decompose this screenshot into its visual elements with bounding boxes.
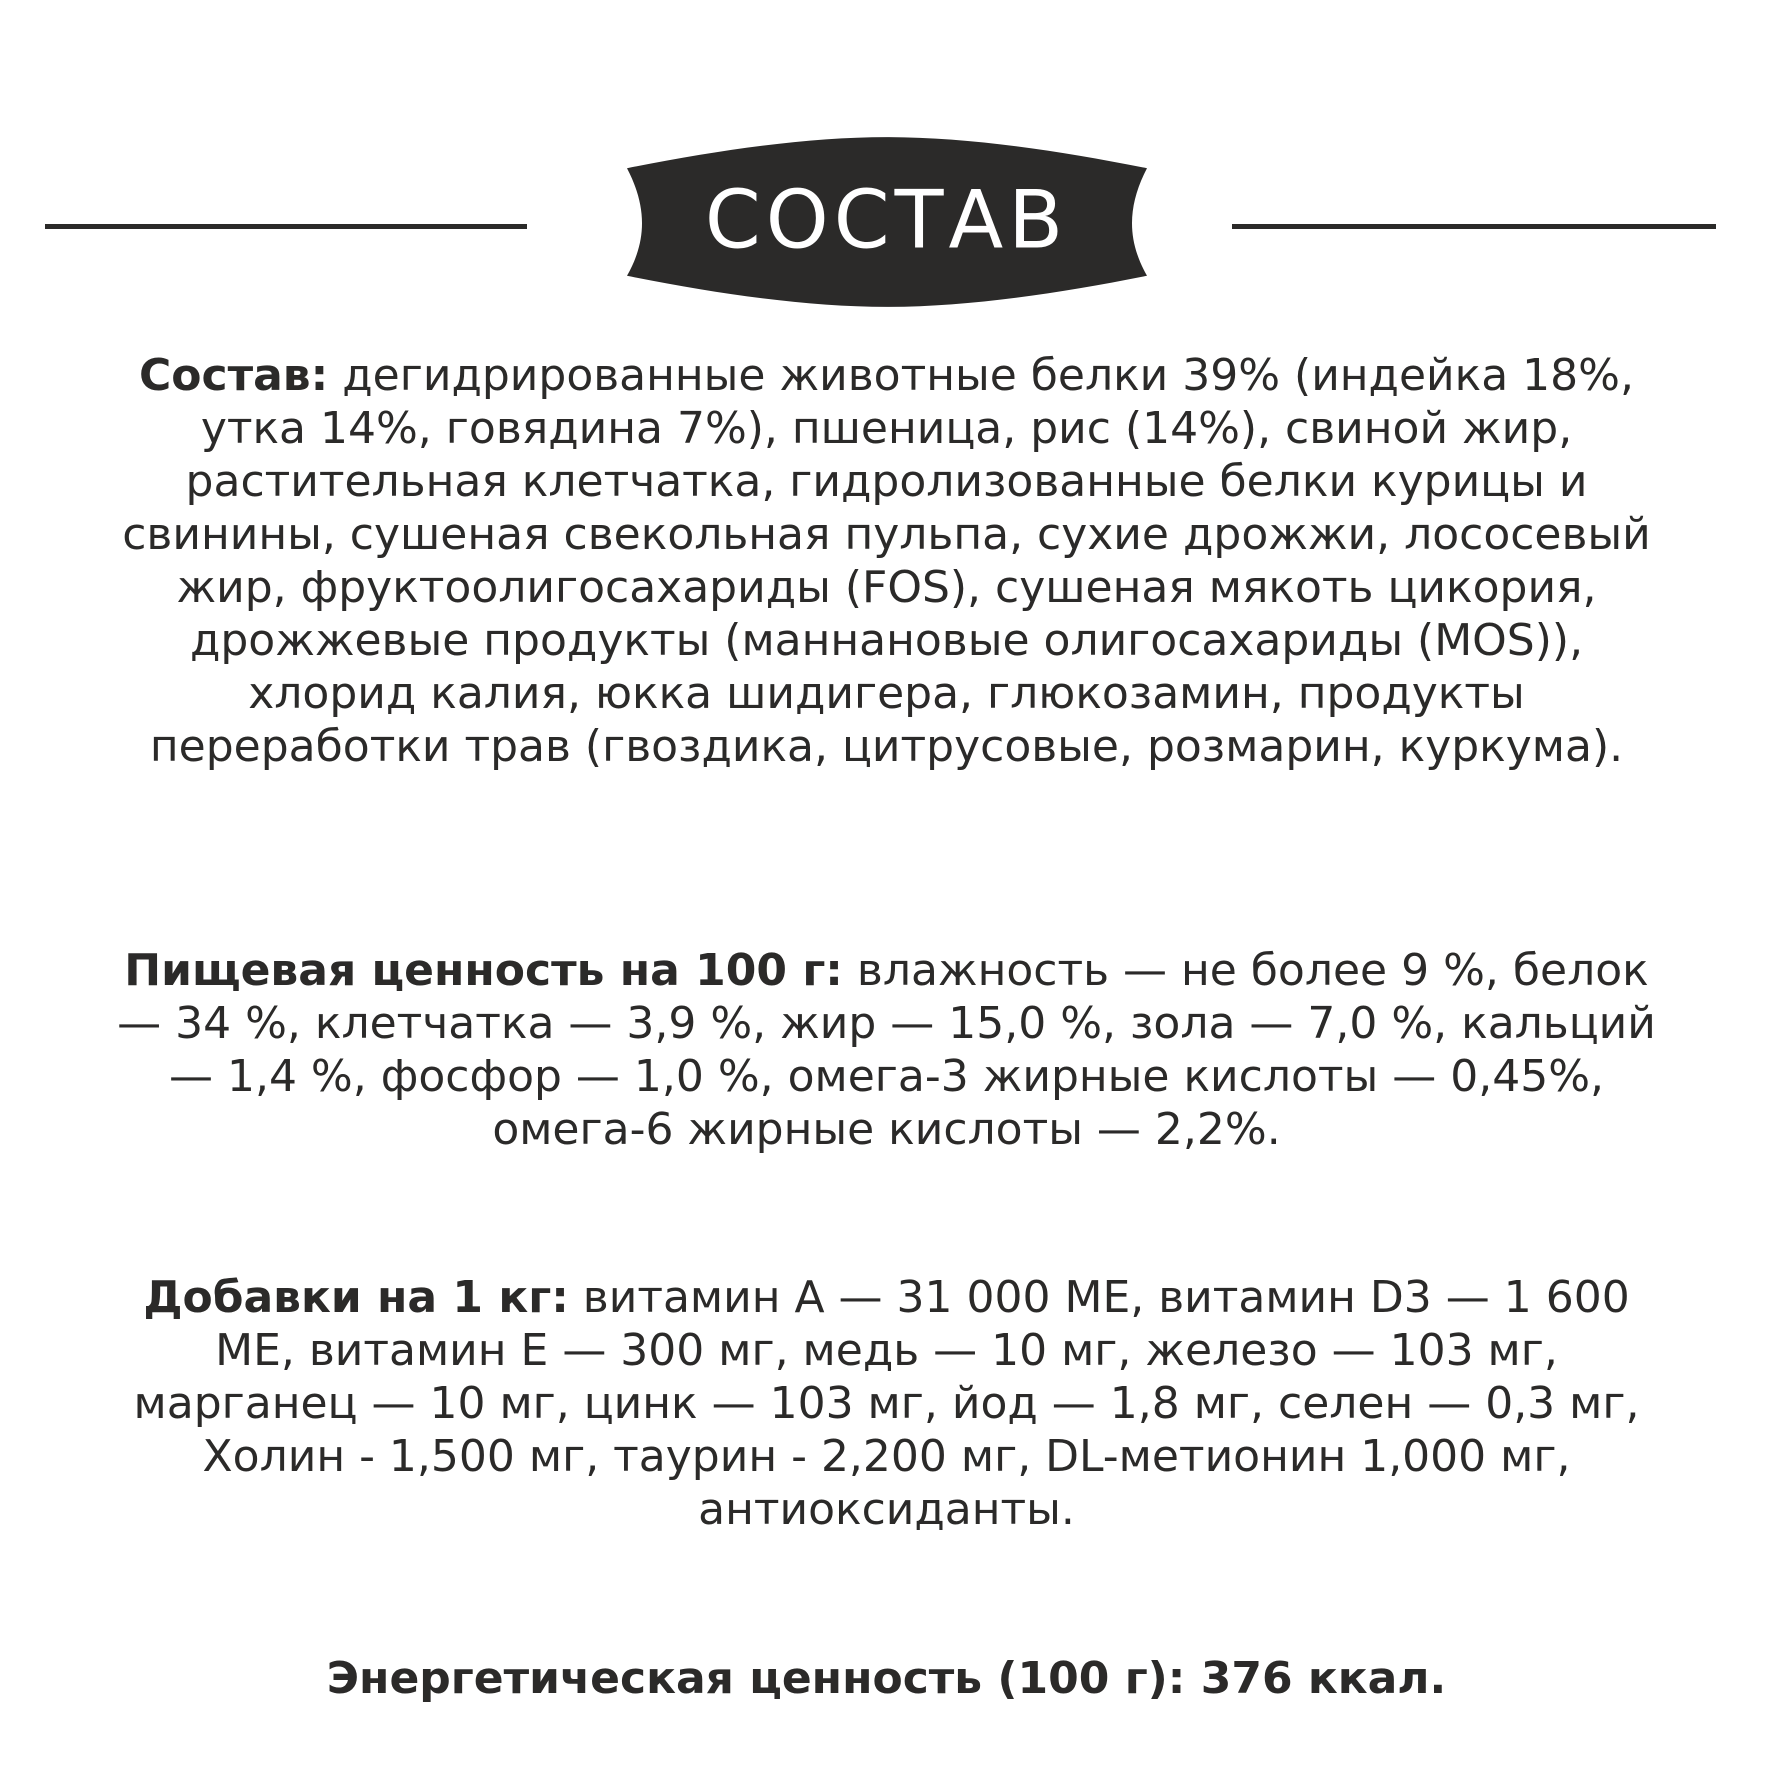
nutrition-label: Пищевая ценность на 100 г: [124,945,843,996]
text-line: жир, фруктоолигосахариды (FOS), сушеная мякоть цикория, [176,562,1597,613]
composition-label: Состав: [139,350,329,401]
composition-line-0: дегидрированные животные белки 39% (индейка 18%, [342,350,1634,401]
text-line: Холин - 1,500 мг, таурин - 2,200 мг, DL-метионин 1,000 мг, [202,1431,1571,1482]
additives-paragraph [0,1271,1773,1536]
text-line: — 34 %, клетчатка — 3,9 %, жир — 15,0 %, зола — 7,0 %, кальций [117,998,1656,1049]
left-divider-line [45,224,527,229]
text-line: марганец — 10 мг, цинк — 103 мг, йод — 1,8 мг, селен — 0,3 мг, [133,1378,1640,1429]
text-line: хлорид калия, юкка шидигера, глюкозамин, продукты [248,668,1525,719]
text-line: дрожжевые продукты (маннановые олигосахариды (MOS)), [189,615,1584,666]
text-line: свинины, сушеная свекольная пульпа, сухие дрожжи, лососевый [122,509,1651,560]
additives-label: Добавки на 1 кг: [143,1272,569,1323]
composition-badge [597,124,1177,320]
composition-paragraph [0,349,1773,773]
right-divider-line [1232,224,1716,229]
text-line: МЕ, витамин Е — 300 мг, медь — 10 мг, железо — 103 мг, [215,1325,1558,1376]
energy-paragraph [0,1652,1773,1705]
nutrition-paragraph [0,944,1773,1156]
text-line: растительная клетчатка, гидролизованные белки курицы и [185,456,1588,507]
text-line: утка 14%, говядина 7%), пшеница, рис (14%), свиной жир, [200,403,1573,454]
text-line: переработки трав (гвоздика, цитрусовые, розмарин, куркума). [149,721,1624,772]
text-line [0,349,1773,402]
text-line: омега-6 жирные кислоты — 2,2%. [492,1104,1281,1155]
text-line: — 1,4 %, фосфор — 1,0 %, омега-3 жирные кислоты — 0,45%, [168,1051,1604,1102]
additives-line-0: витамин А — 31 000 МЕ, витамин D3 — 1 600 [582,1272,1630,1323]
text-line: антиоксиданты. [698,1484,1075,1535]
nutrition-line-0: влажность — не более 9 %, белок [856,945,1649,996]
text-line [0,1271,1773,1324]
text-line [0,944,1773,997]
section-title: СОСТАВ [704,173,1069,267]
energy-value-line: Энергетическая ценность (100 г): 376 ккал. [326,1653,1447,1704]
